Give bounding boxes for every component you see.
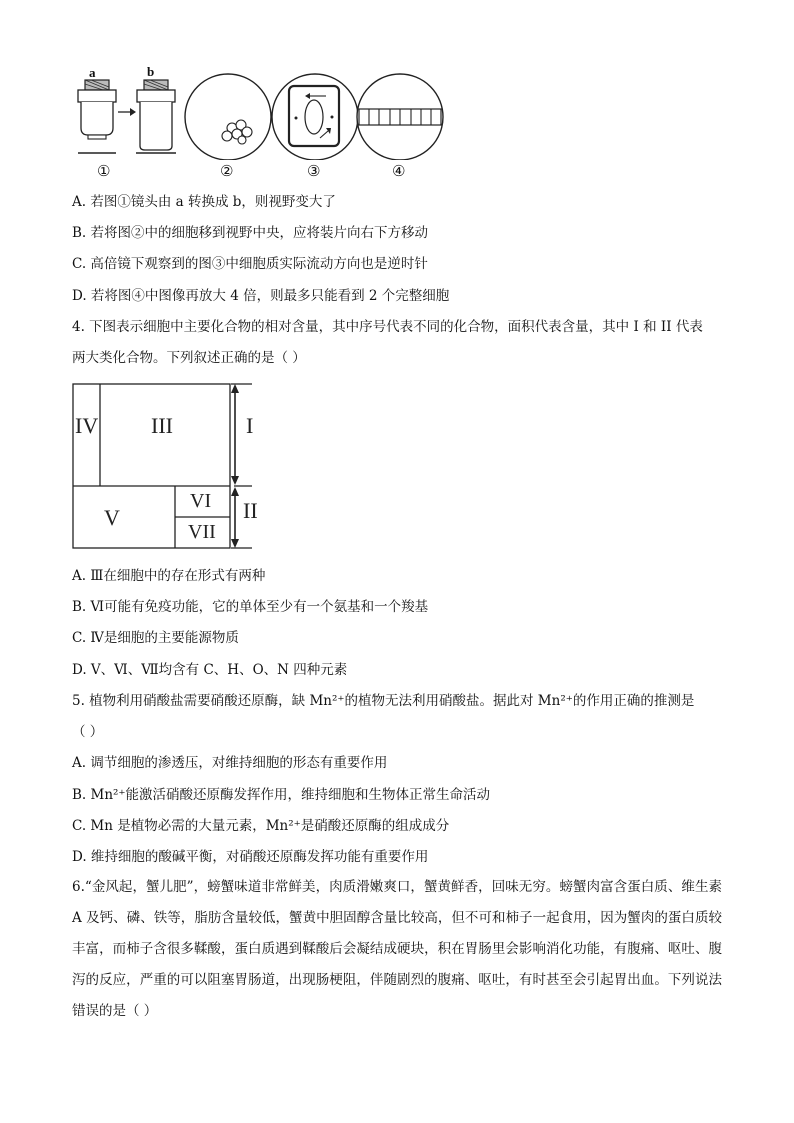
- q5-option-c: C. Mn 是植物必需的大量元素，Mn²⁺是硝酸还原酶的组成成分: [72, 818, 450, 834]
- region-label-vi: VI: [190, 490, 212, 512]
- q4-stem-line2: 两大类化合物。下列叙述正确的是（ ）: [72, 350, 306, 366]
- group-label-i: I: [246, 413, 254, 438]
- q5-option-a: A. 调节细胞的渗透压，对维持细胞的形态有重要作用: [72, 755, 388, 771]
- figure-caption-1: ①: [97, 162, 111, 180]
- microscope-figure-drawing: [70, 60, 450, 160]
- q5-stem-line2: （ ）: [72, 724, 104, 740]
- cell-row-view-icon: [357, 74, 443, 160]
- q4-option-d: D. Ⅴ、Ⅵ、Ⅶ均含有 C、H、O、N 四种元素: [72, 662, 348, 678]
- cytoplasm-flow-cell-icon: [272, 74, 358, 160]
- q4-stem-line1: 4. 下图表示细胞中主要化合物的相对含量，其中序号代表不同的化合物，面积代表含量，其中 I 和 II 代表: [72, 319, 703, 335]
- q5-option-d: D. 维持细胞的酸碱平衡，对硝酸还原酶发挥功能有重要作用: [72, 849, 429, 865]
- figure-caption-2: ②: [220, 162, 234, 180]
- arrow-right-icon: [118, 108, 136, 116]
- q3-option-c: C. 高倍镜下观察到的图③中细胞质实际流动方向也是逆时针: [72, 256, 428, 272]
- q3-option-d: D. 若将图④中图像再放大 4 倍，则最多只能看到 2 个完整细胞: [72, 288, 450, 304]
- region-label-iii: III: [151, 413, 173, 438]
- objective-lens-a-icon: [78, 80, 116, 153]
- q5-stem-line1: 5. 植物利用硝酸盐需要硝酸还原酶，缺 Mn²⁺的植物无法利用硝酸盐。据此对 Mn²⁺的作用正确的推测是: [72, 693, 695, 709]
- region-label-iv: IV: [75, 413, 99, 438]
- compound-area-boxes: [72, 383, 272, 553]
- q5-option-b: B. Mn²⁺能激活硝酸还原酶发挥作用，维持细胞和生物体正常生命活动: [72, 787, 491, 803]
- compound-content-diagram: [72, 383, 272, 553]
- q6-stem: 6.“金风起，蟹儿肥”，螃蟹味道非常鲜美，肉质滑嫩爽口，蟹黄鲜香，回味无穷。螃蟹肉富含蛋白质、维生素 A 及钙、磷、铁等，脂肪含量较低，蟹黄中胆固醇含量比较高，但不可和柿子一起食用，因为蟹肉的蛋白质较丰富，而柿子含很多鞣酸，蛋白质遇到鞣酸后会凝结成硬块，积在胃肠里会影响消化功能，有腹痛、呕吐、腹泻的反应，严重的可以阻塞胃肠道，出现肠梗阻，伴随剧烈的腹痛、呕吐，有时甚至会引起胃出血。下列说法错误的是（ ）: [72, 879, 722, 1019]
- q4-option-a: A. Ⅲ在细胞中的存在形式有两种: [72, 568, 266, 584]
- figure-caption-4: ④: [392, 162, 406, 180]
- region-label-v: V: [104, 505, 120, 530]
- group-label-ii: II: [243, 498, 258, 523]
- region-label-vii: VII: [188, 521, 216, 543]
- q3-option-a: A. 若图①镜头由 a 转换成 b，则视野变大了: [72, 194, 336, 210]
- lens-label-a: a: [89, 65, 96, 80]
- q3-option-b: B. 若将图②中的细胞移到视野中央，应将装片向右下方移动: [72, 225, 429, 241]
- objective-lens-b-icon: [136, 80, 176, 153]
- field-of-view-cells-icon: [185, 74, 271, 160]
- q4-option-b: B. Ⅵ可能有免疫功能，它的单体至少有一个氨基和一个羧基: [72, 599, 429, 615]
- q4-option-c: C. Ⅳ是细胞的主要能源物质: [72, 630, 239, 646]
- lens-label-b: b: [147, 64, 155, 79]
- figure-caption-3: ③: [307, 162, 321, 180]
